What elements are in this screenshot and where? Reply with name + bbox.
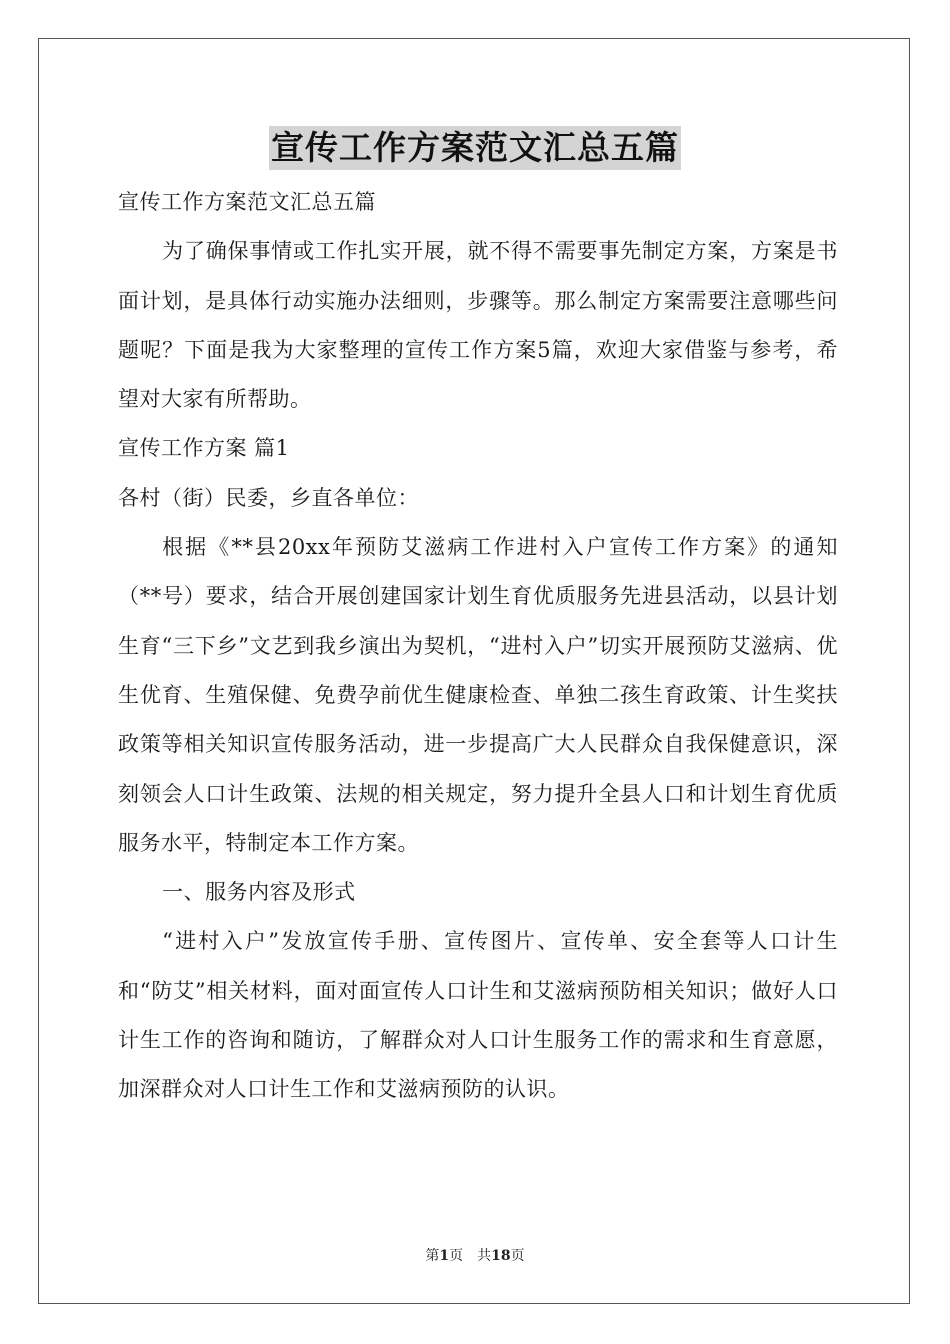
document-title: 宣传工作方案范文汇总五篇 <box>269 126 681 170</box>
footer-prefix: 第 <box>425 1248 440 1264</box>
section-heading: 宣传工作方案 篇1 <box>118 436 290 461</box>
current-page-number: 1 <box>439 1248 450 1264</box>
page-footer <box>0 1246 950 1266</box>
paragraph: 根据《**县20xx年预防艾滋病工作进村入户宣传工作方案》的通知（**号）要求，结合开展创建国家计划生育优质服务先进县活动，以县计划生育“三下乡”文艺到我乡演出为契机，“进村入户”切实开展预防艾滋病、优生优育、生殖保健、免费孕前优生健康检查、单独二孩生育政策、计生奖扶政策等相关知识宣传服务活动，进一步提高广大人民群众自我保健意识，深刻领会人口计生政策、法规的相关规定，努力提升全县人口和计划生育优质服务水平，特制定本工作方案。 <box>118 535 838 855</box>
total-pages-number: 18 <box>491 1248 511 1264</box>
footer-mid: 页 共 <box>449 1248 492 1264</box>
subsection-heading: 一、服务内容及形式 <box>162 880 356 905</box>
paragraph: “进村入户”发放宣传手册、宣传图片、宣传单、安全套等人口计生和“防艾”相关材料，面对面宣传人口计生和艾滋病预防相关知识；做好人口计生工作的咨询和随访，了解群众对人口计生服务工作的需求和生育意愿，加深群众对人口计生工作和艾滋病预防的认识。 <box>118 929 838 1102</box>
paragraph: 宣传工作方案范文汇总五篇 <box>118 190 376 214</box>
footer-suffix: 页 <box>510 1248 525 1264</box>
paragraph: 为了确保事情或工作扎实开展，就不得不需要事先制定方案，方案是书面计划，是具体行动实施办法细则，步骤等。那么制定方案需要注意哪些问题呢？下面是我为大家整理的宣传工作方案5篇，欢迎大家借鉴与参考，希望对大家有所帮助。 <box>118 239 838 412</box>
document-body <box>118 178 838 1115</box>
title-area <box>0 126 950 170</box>
salutation: 各村（街）民委，乡直各单位： <box>118 485 419 510</box>
